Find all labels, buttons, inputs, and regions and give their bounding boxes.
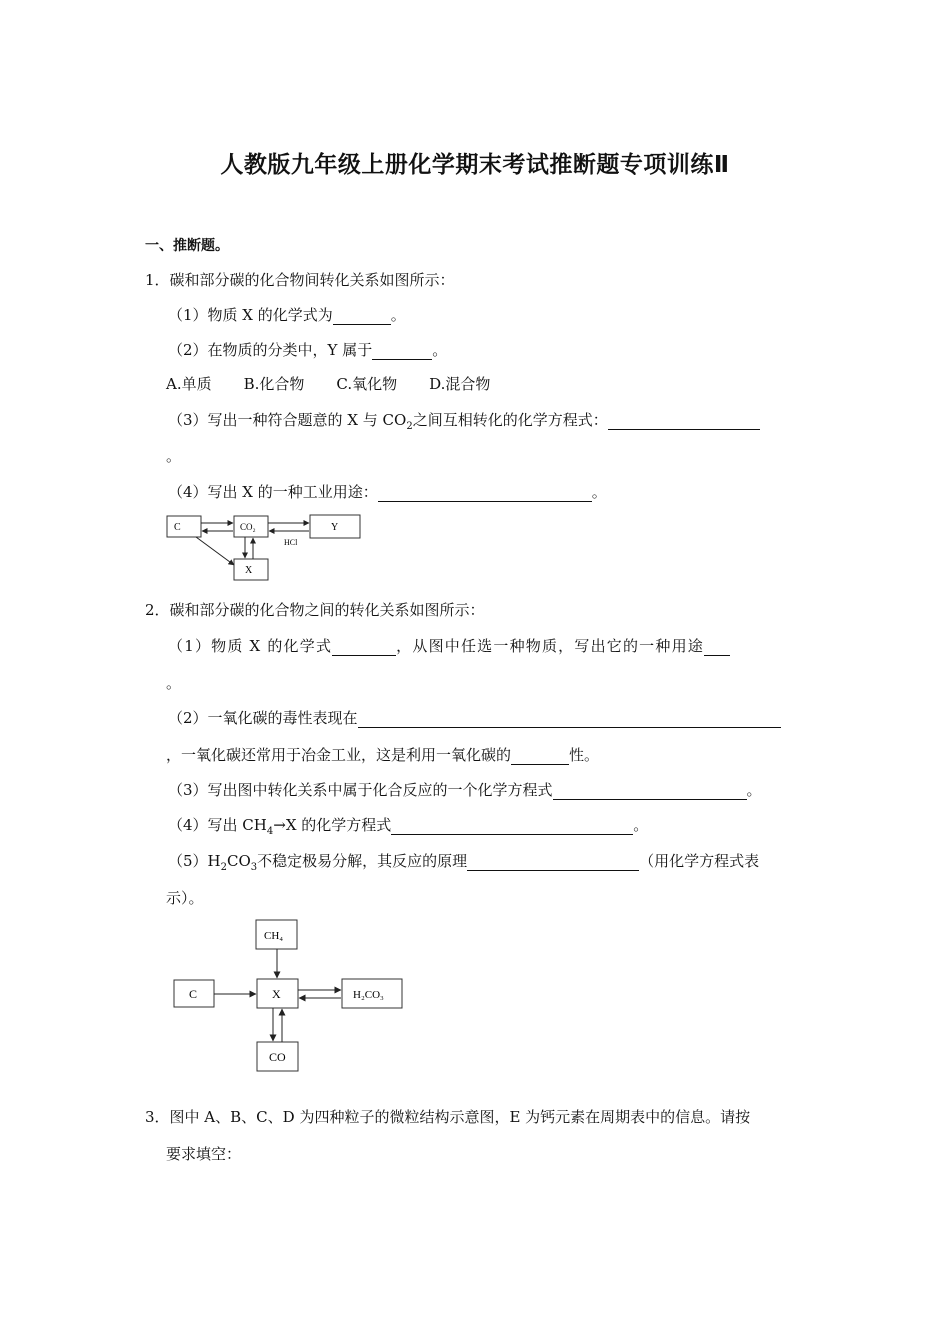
node-ch4-label: CH₄ [264,930,284,942]
option-c[interactable]: C.氧化物 [336,375,398,393]
node-h2co3-label: H₂CO₃ [353,989,384,1001]
answer-blank[interactable] [333,308,391,325]
node-x-label: X [245,565,253,576]
answer-blank[interactable] [511,748,569,765]
answer-blank[interactable] [391,818,633,835]
q2-part5: $(5)H_2CO_3$不稳定极易分解，其反应的原理 （用化学方程式表 [168,852,760,873]
answer-blank[interactable] [704,639,730,656]
option-a[interactable]: A.单质 [166,375,212,393]
q2-part5-cont: 示）。 [166,889,204,907]
hcl-label: HCl [284,538,298,547]
answer-blank[interactable] [553,783,747,800]
q1-part1: （1）物质 X 的化学式为 。 [168,306,406,324]
option-d[interactable]: D.混合物 [429,375,491,393]
q1-part3-end: 。 [166,447,182,465]
q1-options [166,374,522,394]
node-co2-label: CO₂ [240,522,256,532]
q2-diagram [160,915,420,1075]
answer-blank[interactable] [608,413,760,430]
q1-part2: （2）在物质的分类中，Y 属于 。 [168,341,448,359]
q3-stem-cont: 要求填空： [166,1145,242,1163]
q3-stem: 3．图中 A、B、C、D 为四种粒子的微粒结构示意图，E 为钙元素在周期表中的信息。请按 [145,1108,751,1126]
q1-part4: （4）写出 X 的一种工业用途： 。 [168,483,607,501]
section-heading: 一、推断题。 [145,238,229,254]
node-co-label: CO [269,1050,286,1064]
q2-part3: （3）写出图中转化关系中属于化合反应的一个化学方程式 。 [168,781,762,799]
q2-part1: （1）物质 X 的化学式 ，从图中任选一种物质，写出它的一种用途 [168,636,730,656]
q2-part4: （4）写出 $CH_4\to X$ 的化学方程式 。 [168,816,649,837]
q2-part2: （2）一氧化碳的毒性表现在 [168,708,781,728]
answer-blank[interactable] [467,854,639,871]
node-y-label: Y [331,522,339,533]
q1-part3: （3）写出一种符合题意的 X 与 $CO_2$之间互相转化的化学方程式： [168,410,760,430]
answer-blank[interactable] [372,343,432,360]
arrow-c-x [196,537,234,565]
answer-blank[interactable] [332,639,396,656]
q1-diagram [160,510,375,586]
option-b[interactable]: B.化合物 [243,375,305,393]
q2-part1-end: 。 [166,674,182,692]
answer-blank[interactable] [358,711,781,728]
page-title: 人教版九年级上册化学期末考试推断题专项训练Ⅱ [220,152,730,178]
node-c-label: C [189,987,198,1001]
node-c-label: C [174,522,181,533]
q2-stem: 2．碳和部分碳的化合物之间的转化关系如图所示： [145,601,485,619]
node-x-label: X [272,987,281,1001]
answer-blank[interactable] [378,485,592,502]
node-c [167,516,201,537]
q1-stem: 1．碳和部分碳的化合物间转化关系如图所示： [145,271,455,289]
q2-part2-cont: ，一氧化碳还常用于冶金工业，这是利用一氧化碳的 性。 [166,746,600,764]
